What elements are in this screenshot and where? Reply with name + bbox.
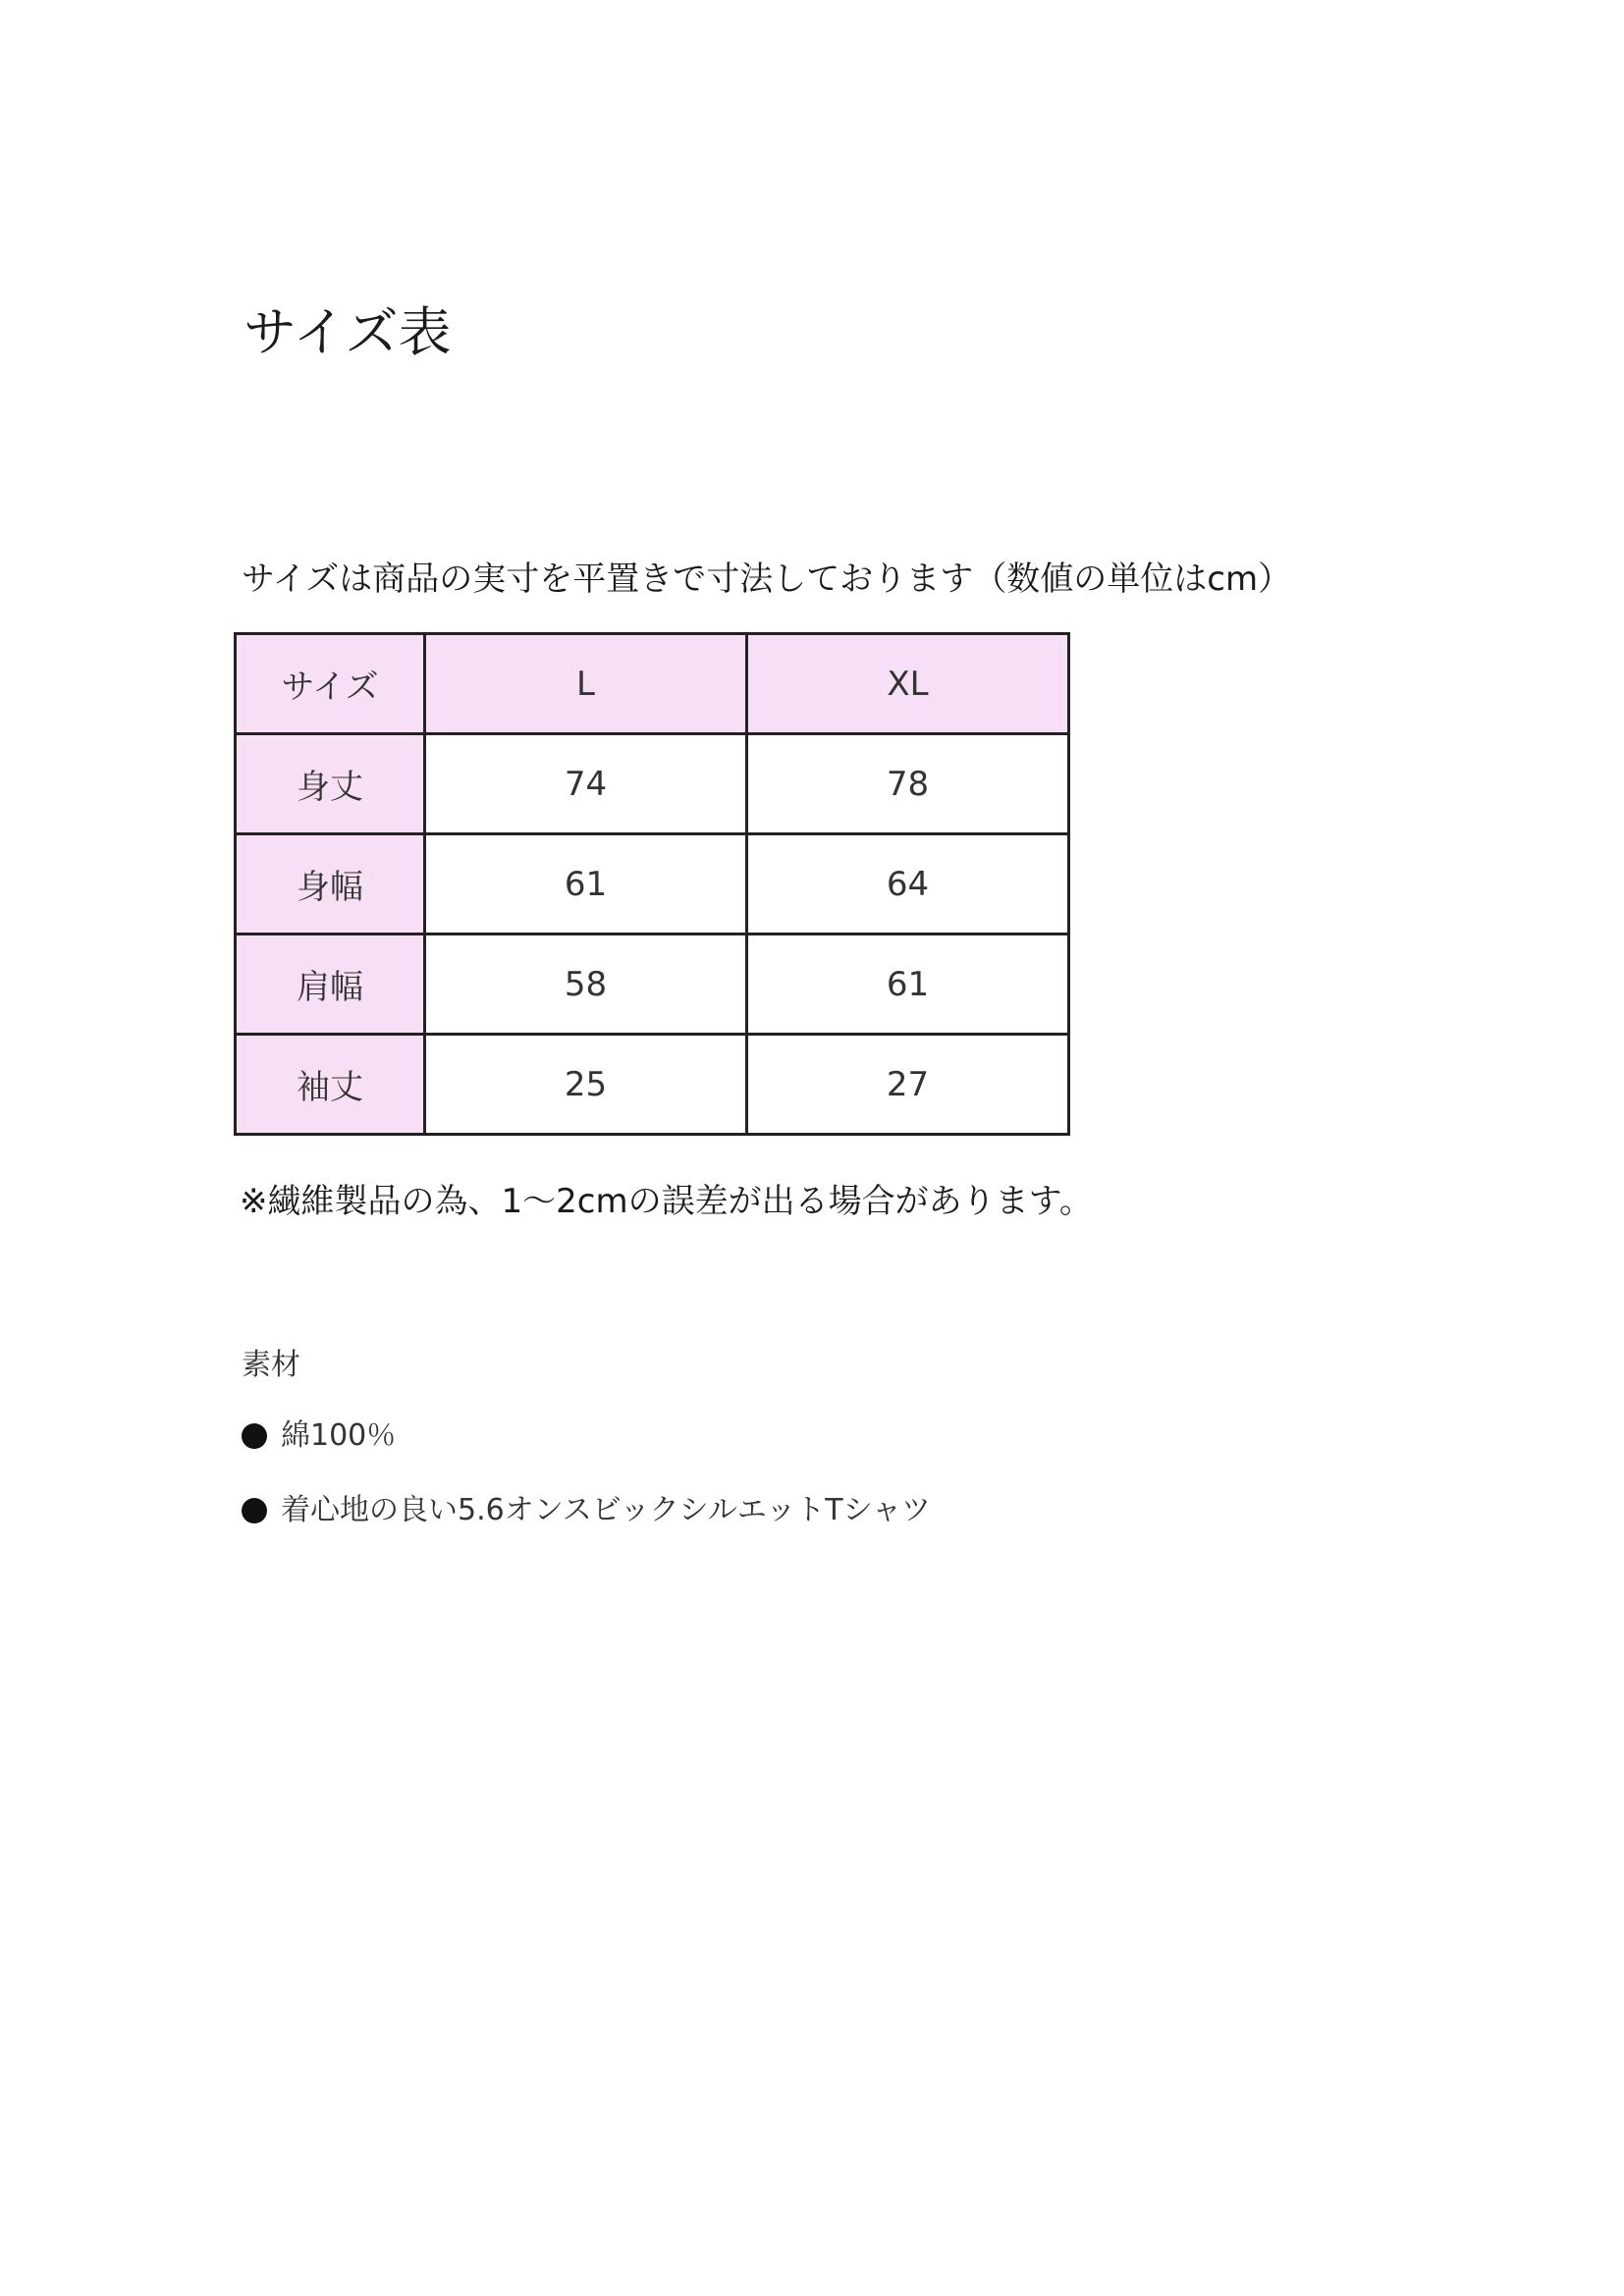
material-list xyxy=(242,1415,931,1565)
bullet-icon xyxy=(242,1423,267,1449)
cell-value: 74 xyxy=(425,734,747,834)
cell-value: 58 xyxy=(425,934,747,1035)
header-cell-l: L xyxy=(425,634,747,734)
tolerance-note: ※繊維製品の為、1〜2cmの誤差が出る場合があります。 xyxy=(240,1182,1093,1221)
list-item xyxy=(242,1490,931,1531)
table-row xyxy=(236,834,1069,934)
cell-value: 61 xyxy=(425,834,747,934)
header-cell-size: サイズ xyxy=(236,634,425,734)
row-label-body-length: 身丈 xyxy=(236,734,425,834)
row-label-body-width: 身幅 xyxy=(236,834,425,934)
size-intro-text: サイズは商品の実寸を平置きで寸法しております（数値の単位はcm） xyxy=(242,560,1292,599)
list-item xyxy=(242,1415,931,1457)
cell-value: 78 xyxy=(747,734,1069,834)
size-table xyxy=(234,632,1070,1136)
cell-value: 64 xyxy=(747,834,1069,934)
table-row xyxy=(236,934,1069,1035)
material-item-text: 綿100％ xyxy=(281,1418,397,1453)
material-heading: 素材 xyxy=(242,1348,300,1382)
table-header-row xyxy=(236,634,1069,734)
bullet-icon xyxy=(242,1498,267,1523)
row-label-shoulder-width: 肩幅 xyxy=(236,934,425,1035)
cell-value: 61 xyxy=(747,934,1069,1035)
cell-value: 27 xyxy=(747,1035,1069,1135)
header-cell-xl: XL xyxy=(747,634,1069,734)
material-item-text: 着心地の良い5.6オンスビックシルエットTシャツ xyxy=(281,1493,931,1527)
table-row xyxy=(236,734,1069,834)
row-label-sleeve-length: 袖丈 xyxy=(236,1035,425,1135)
table-row xyxy=(236,1035,1069,1135)
cell-value: 25 xyxy=(425,1035,747,1135)
page-title: サイズ表 xyxy=(244,301,452,363)
